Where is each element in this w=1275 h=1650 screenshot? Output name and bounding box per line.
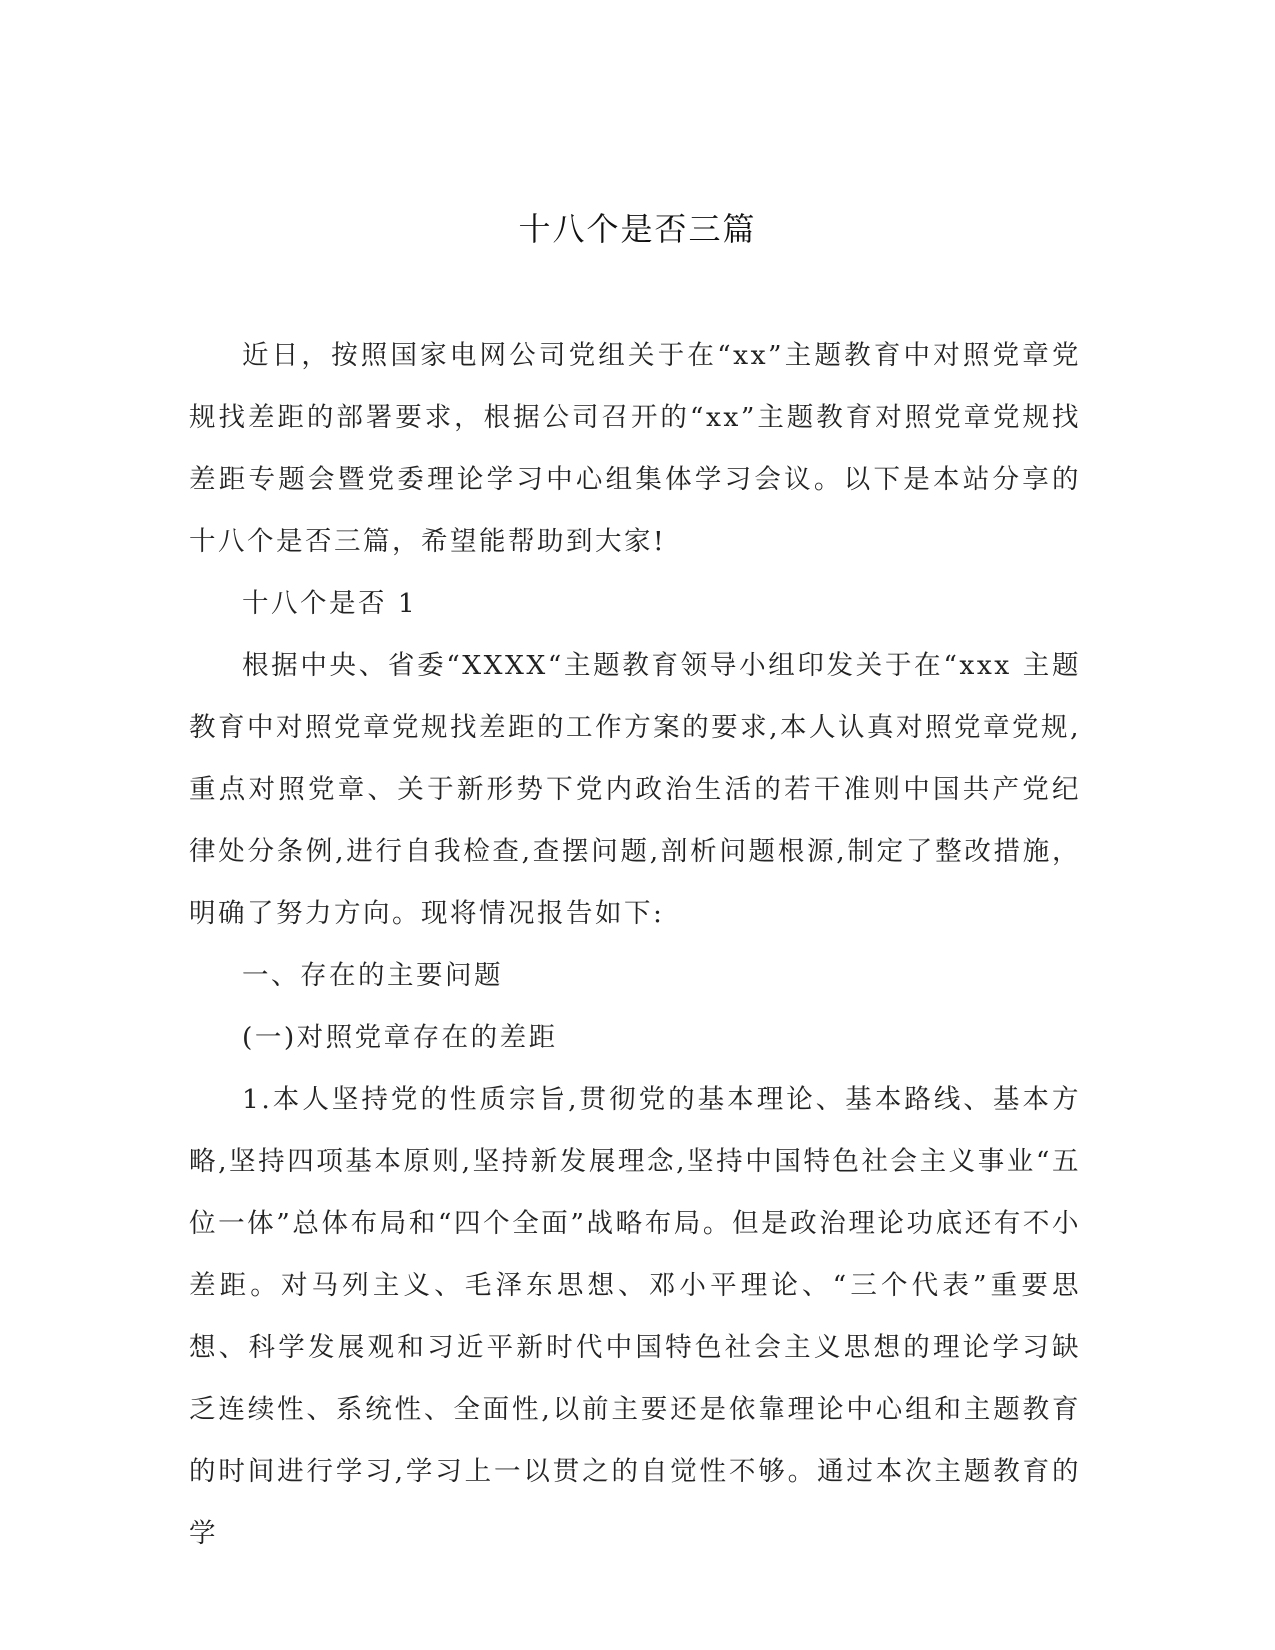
document-title: 十八个是否三篇 (518, 210, 757, 248)
intro-paragraph: 近日，按照国家电网公司党组关于在“xx”主题教育中对照党章党规找差距的部署要求，根据公司召开的“xx”主题教育对照党章党规找差距专题会暨党委理论学习中心组集体学习会议。以下是本站分享的十八个是否三篇，希望能帮助到大家! (189, 340, 1081, 557)
document-body (189, 325, 1081, 1565)
body-paragraph: 根据中央、省委“XXXX“主题教育领导小组印发关于在“xxx 主题教育中对照党章党规找差距的工作方案的要求,本人认真对照党章党规,重点对照党章、关于新形势下党内政治生活的若干准则中国共产党纪律处分条例,进行自我检查,查摆问题,剖析问题根源,制定了整改措施，明确了努力方向。现将情况报告如下: (189, 650, 1081, 929)
body-paragraph-point-1: 1.本人坚持党的性质宗旨,贯彻党的基本理论、基本路线、基本方略,坚持四项基本原则,坚持新发展理念,坚持中国特色社会主义事业“五位一体”总体布局和“四个全面”战略布局。但是政治理论功底还有不小差距。对马列主义、毛泽东思想、邓小平理论、“三个代表”重要思想、科学发展观和习近平新时代中国特色社会主义思想的理论学习缺乏连续性、系统性、全面性,以前主要还是依靠理论中心组和主题教育的时间进行学习,学习上一以贯之的自觉性不够。通过本次主题教育的学 (189, 1084, 1081, 1549)
section-heading-1: 十八个是否 1 (242, 588, 418, 619)
subheading-party-constitution-gap: (一)对照党章存在的差距 (242, 1022, 558, 1053)
heading-main-problems: 一、存在的主要问题 (242, 960, 503, 991)
